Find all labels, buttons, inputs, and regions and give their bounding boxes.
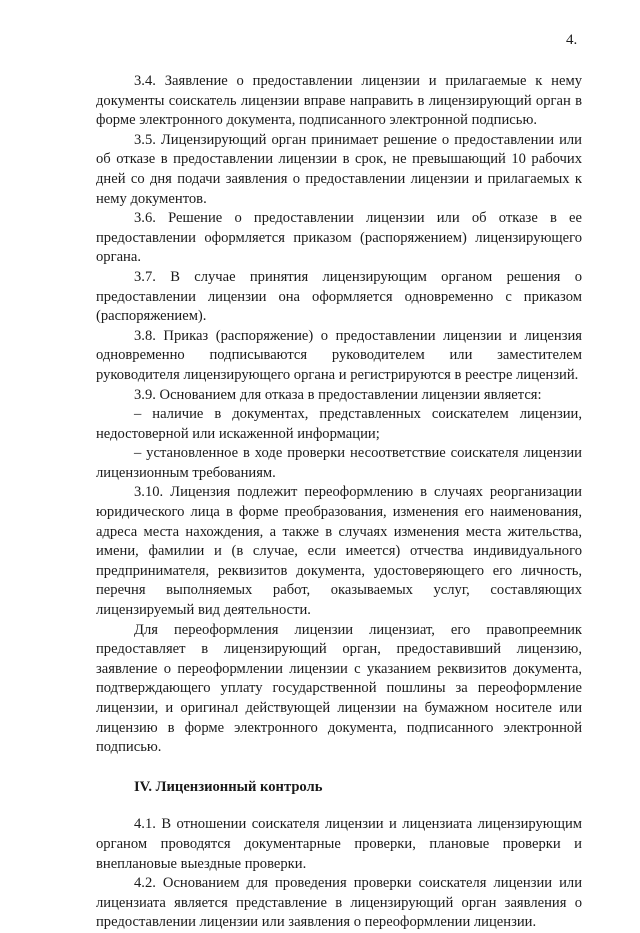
paragraph-3-7: 3.7. В случае принятия лицензирующим органом решения о предоставлении лицензии она оформляется одновременно с приказом (распоряжением). [96,268,582,325]
paragraph-4-1: 4.1. В отношении соискателя лицензии и лицензиата лицензирующим органом проводятся документарные проверки, плановые проверки и внеплановые выездные проверки. [96,816,582,872]
paragraph-3-8: 3.8. Приказ (распоряжение) о предоставлении лицензии и лицензия одновременно подписываются руководителем или заместителем руководителя лицензирующего органа и регистрируются в реестре лицензий. [96,327,582,383]
paragraph-3-10: 3.10. Лицензия подлежит переоформлению в случаях реорганизации юридического лица в форме преобразования, изменения его наименования, адреса места нахождения, а также в случаях изменения места жительства, имени, фамилии и (в случае, если имеется) отчества индивидуального предпринимателя, реквизитов документа, удостоверяющего его личность, перечня выполняемых работ, оказываемых услуг, составляющих лицензируемый вид деятельности. [96,484,582,619]
refusal-ground-item: – наличие в документах, представленных соискателем лицензии, недостоверной или искаженной информации; [96,406,582,442]
refusal-ground-item: – установленное в ходе проверки несоответствие соискателя лицензии лицензионным требованиям. [96,445,582,481]
paragraph-3-4: 3.4. Заявление о предоставлении лицензии и прилагаемые к нему документы соискатель лицензии вправе направить в лицензирующий орган в форме электронного документа, подписанного электронной подписью. [96,73,582,129]
document-body [96,72,582,933]
page-number: 4. [566,32,578,48]
paragraph-3-9: 3.9. Основанием для отказа в предоставлении лицензии является: [134,386,542,403]
paragraph-3-6: 3.6. Решение о предоставлении лицензии или об отказе в ее предоставлении оформляется приказом (распоряжением) лицензирующего органа. [96,210,582,266]
paragraph-3-5: 3.5. Лицензирующий орган принимает решение о предоставлении или об отказе в предоставлении лицензии в срок, не превышающий 10 рабочих дней со дня подачи заявления о предоставлении лицензии и прилагаемых к нему документов. [96,131,582,207]
paragraph-reissue: Для переоформления лицензии лицензиат, его правопреемник предоставляет в лицензирующий орган, предоставивший лицензию, заявление о переоформлении лицензии с указанием реквизитов документа, подтверждающего уплату государственной пошлины за переоформление лицензии, и оригинал действующей лицензии на бумажном носителе или лицензию в форме электронного документа, подписанного электронной подписью. [96,621,582,756]
paragraph-4-2: 4.2. Основанием для проведения проверки соискателя лицензии или лицензиата является представление в лицензирующий орган заявления о предоставлении лицензии или заявления о переоформлении лицензии. [96,875,582,931]
section-heading: IV. Лицензионный контроль [134,778,323,795]
